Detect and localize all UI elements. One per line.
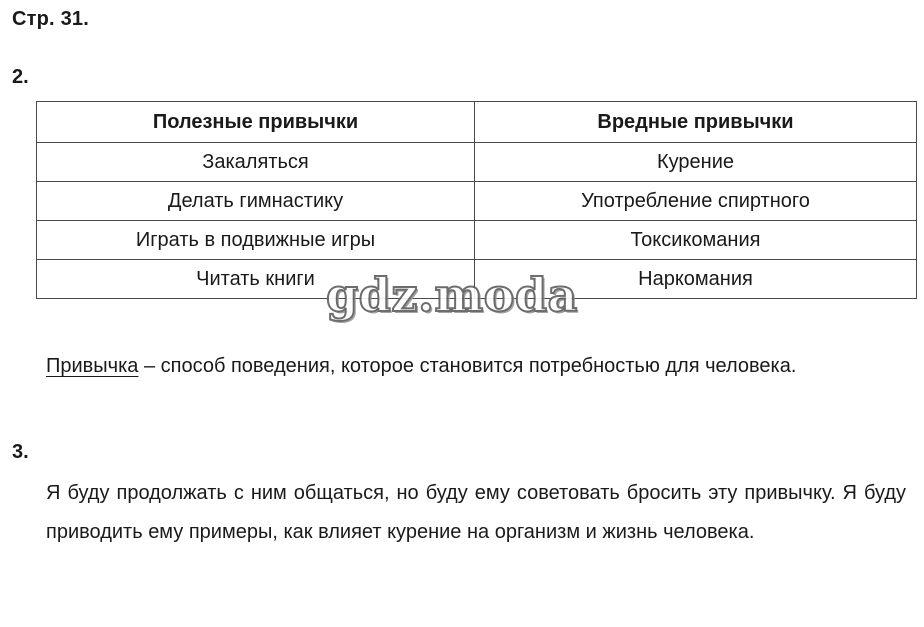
table-cell-harmful: Употребление спиртного: [475, 182, 917, 221]
table-row: [37, 182, 917, 221]
table-cell-useful: Закаляться: [37, 143, 475, 182]
table-cell-harmful: Токсикомания: [475, 221, 917, 260]
definition-text: – способ поведения, которое становится потребностью для человека.: [138, 355, 797, 377]
table-row: [37, 221, 917, 260]
habit-definition: [46, 342, 886, 390]
column-header-useful-habits: Полезные привычки: [37, 102, 475, 143]
page-header: Стр. 31.: [12, 8, 89, 30]
table-cell-harmful: Наркомания: [475, 260, 917, 299]
table-cell-useful: Играть в подвижные игры: [37, 221, 475, 260]
table-cell-useful: Делать гимнастику: [37, 182, 475, 221]
task-3-answer: Я буду продолжать с ним общаться, но буду ему советовать бросить эту привычку. Я буду приводить ему примеры, как влияет курение на организм и жизнь человека.: [46, 482, 906, 543]
table-cell-harmful: Курение: [475, 143, 917, 182]
task-3-number: 3.: [12, 441, 29, 463]
table-header-row: [37, 102, 917, 143]
table-row: [37, 143, 917, 182]
column-header-harmful-habits: Вредные привычки: [475, 102, 917, 143]
task-2-number: 2.: [12, 66, 29, 88]
watermark: gdz.moda: [326, 268, 578, 322]
definition-term: Привычка: [46, 355, 139, 377]
table-cell-useful: Читать книги: [37, 260, 475, 299]
